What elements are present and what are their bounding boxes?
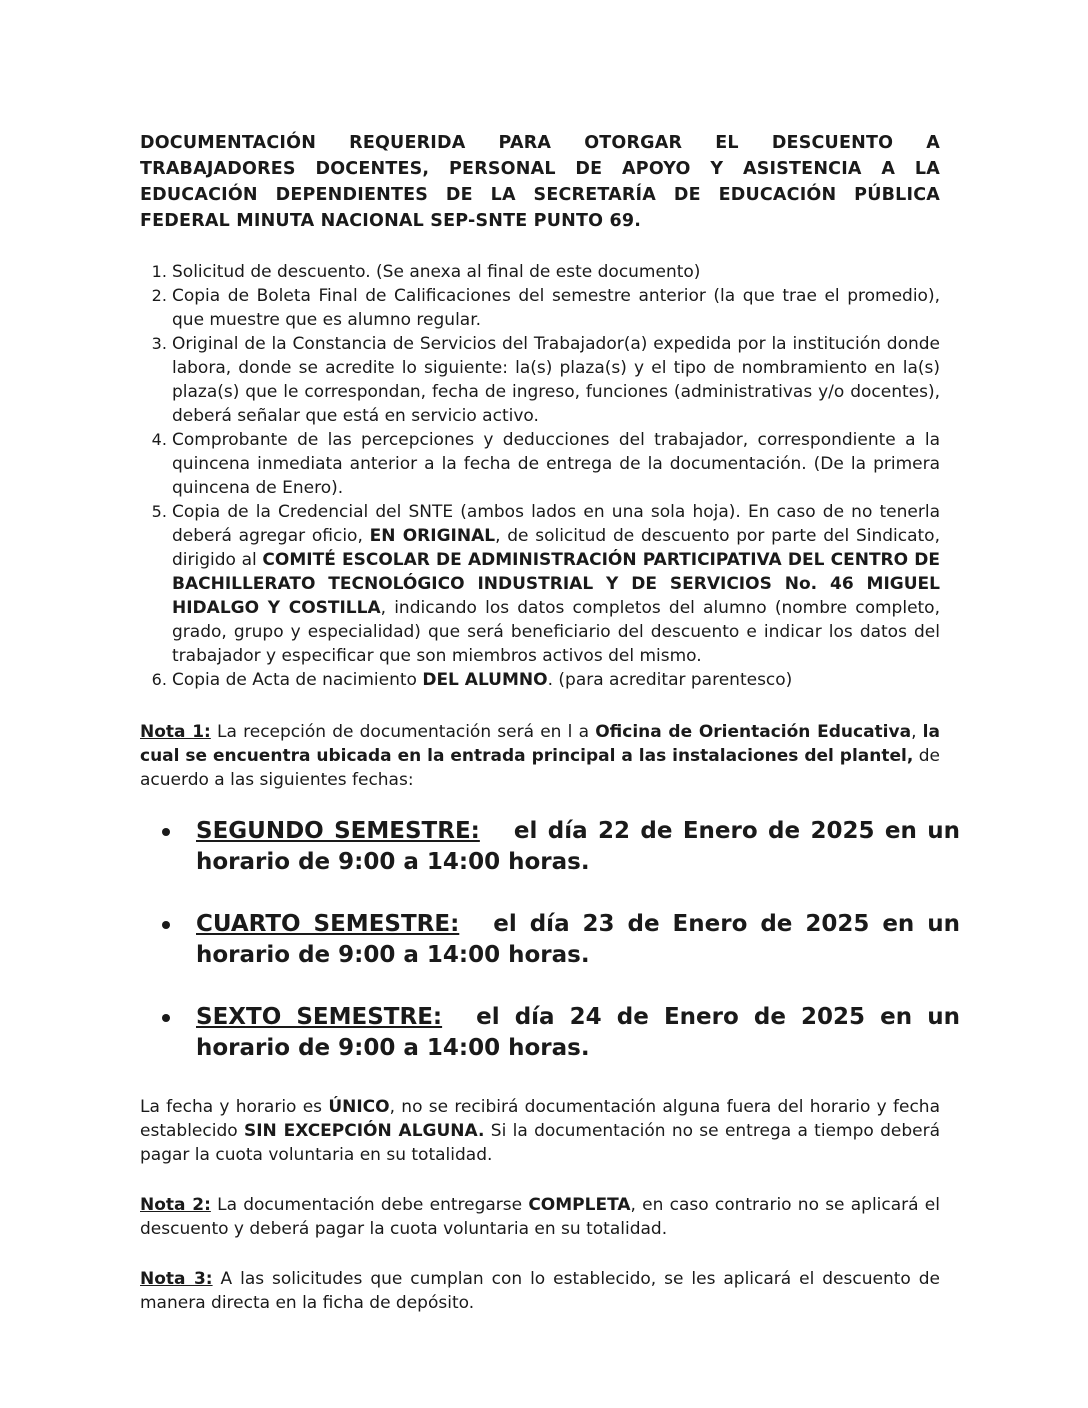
schedule-text: el día 24 de Enero de 2025 en un horario de 9:00 a 14:00 horas. — [196, 1004, 960, 1061]
schedule-item-segundo — [140, 816, 960, 878]
requirement-item-5: 5. Copia de la Credencial del SNTE (ambos lados en una sola hoja). En caso de no tenerla deberá agregar oficio, EN ORIGINAL, de solicitud de descuento por parte del Sindicato, dirigido al COMITÉ ESCOLAR DE ADMINISTRACIÓN PARTICIPATIVA DEL CENTRO DE BACHILLERATO TECNOLÓGICO INDUSTRIAL Y DE SERVICIOS No. 46 MIGUEL HIDALGO Y COSTILLA, indicando los datos completos del alumno (nombre completo, grado, grupo y especialidad) que será beneficiario del descuento e indicar los datos del trabajador y especificar que son miembros activos del mismo. — [172, 500, 940, 668]
requirement-item-2: 2. Copia de Boleta Final de Calificaciones del semestre anterior (la que trae el promedio), que muestre que es alumno regular. — [172, 284, 940, 332]
note-1: Nota 1: La recepción de documentación será en l a Oficina de Orientación Educativa, la cual se encuentra ubicada en la entrada principal a las instalaciones del plantel, de acuerdo a las siguientes fechas: — [140, 722, 940, 790]
emphasis-comite: COMITÉ ESCOLAR DE ADMINISTRACIÓN PARTICIPATIVA DEL CENTRO DE BACHILLERATO TECNOLÓGICO INDUSTRIAL Y DE SERVICIOS No. 46 MIGUEL HIDALGO Y COSTILLA — [172, 550, 940, 618]
bullet-icon — [162, 921, 170, 929]
emphasis-sin-excepcion: SIN EXCEPCIÓN ALGUNA. — [243, 1121, 485, 1141]
unique-schedule-paragraph: La fecha y horario es ÚNICO, no se recibirá documentación alguna fuera del horario y fecha establecido SIN EXCEPCIÓN ALGUNA. Si la documentación no se entrega a tiempo deberá pagar la cuota voluntaria en su totalidad. — [140, 1097, 941, 1165]
emphasis-unico: ÚNICO — [328, 1097, 390, 1117]
requirement-item-4: 4. Comprobante de las percepciones y deducciones del trabajador, correspondiente a la quincena inmediata anterior a la fecha de entrega de la documentación. (De la primera quincena de Enero). — [172, 428, 940, 500]
bullet-icon — [162, 1014, 170, 1022]
emphasis-en-original: EN ORIGINAL — [369, 526, 496, 546]
schedule-item-cuarto — [140, 909, 960, 971]
note-2: Nota 2: La documentación debe entregarse COMPLETA, en caso contrario no se aplicará el descuento y deberá pagar la cuota voluntaria en su totalidad. — [140, 1195, 940, 1239]
note-3-label: Nota 3: — [140, 1269, 213, 1289]
schedule-list — [140, 816, 960, 1064]
emphasis-ubicacion: la cual se encuentra ubicada en la entrada principal a las instalaciones del plantel, — [140, 722, 940, 766]
emphasis-del-alumno: DEL ALUMNO — [422, 670, 548, 690]
note-2-label: Nota 2: — [140, 1195, 211, 1215]
semester-label: SEXTO SEMESTRE: — [196, 1004, 443, 1030]
schedule-text: el día 23 de Enero de 2025 en un horario de 9:00 a 14:00 horas. — [196, 911, 960, 968]
requirements-list — [140, 260, 940, 692]
schedule-item-sexto — [140, 1002, 960, 1064]
semester-label: SEGUNDO SEMESTRE: — [196, 818, 480, 844]
note-1-label: Nota 1: — [140, 722, 211, 742]
document-title: DOCUMENTACIÓN REQUERIDA PARA OTORGAR EL DESCUENTO A TRABAJADORES DOCENTES, PERSONAL DE APOYO Y ASISTENCIA A LA EDUCACIÓN DEPENDIENTES DE LA SECRETARÍA DE EDUCACIÓN PÚBLICA FEDERAL MINUTA NACIONAL SEP-SNTE PUNTO 69. — [140, 133, 940, 231]
requirement-item-6: 6. Copia de Acta de nacimiento DEL ALUMNO. (para acreditar parentesco) — [172, 668, 940, 692]
bullet-icon — [162, 828, 170, 836]
requirement-item-1: 1. Solicitud de descuento. (Se anexa al final de este documento) — [172, 260, 940, 284]
emphasis-completa: COMPLETA — [528, 1195, 631, 1215]
schedule-text: el día 22 de Enero de 2025 en un horario de 9:00 a 14:00 horas. — [196, 818, 960, 875]
requirement-item-3: 3. Original de la Constancia de Servicios del Trabajador(a) expedida por la institución donde labora, donde se acredite lo siguiente: la(s) plaza(s) y el tipo de nombramiento en la(s) plaza(s) que le correspondan, fecha de ingreso, funciones (administrativas y/o docentes), deberá señalar que está en servicio activo. — [172, 332, 940, 428]
note-3: Nota 3: A las solicitudes que cumplan con lo establecido, se les aplicará el descuento de manera directa en la ficha de depósito. — [140, 1269, 940, 1313]
emphasis-oficina: Oficina de Orientación Educativa — [595, 722, 912, 742]
semester-label: CUARTO SEMESTRE: — [196, 911, 460, 937]
document-page — [140, 130, 960, 1315]
